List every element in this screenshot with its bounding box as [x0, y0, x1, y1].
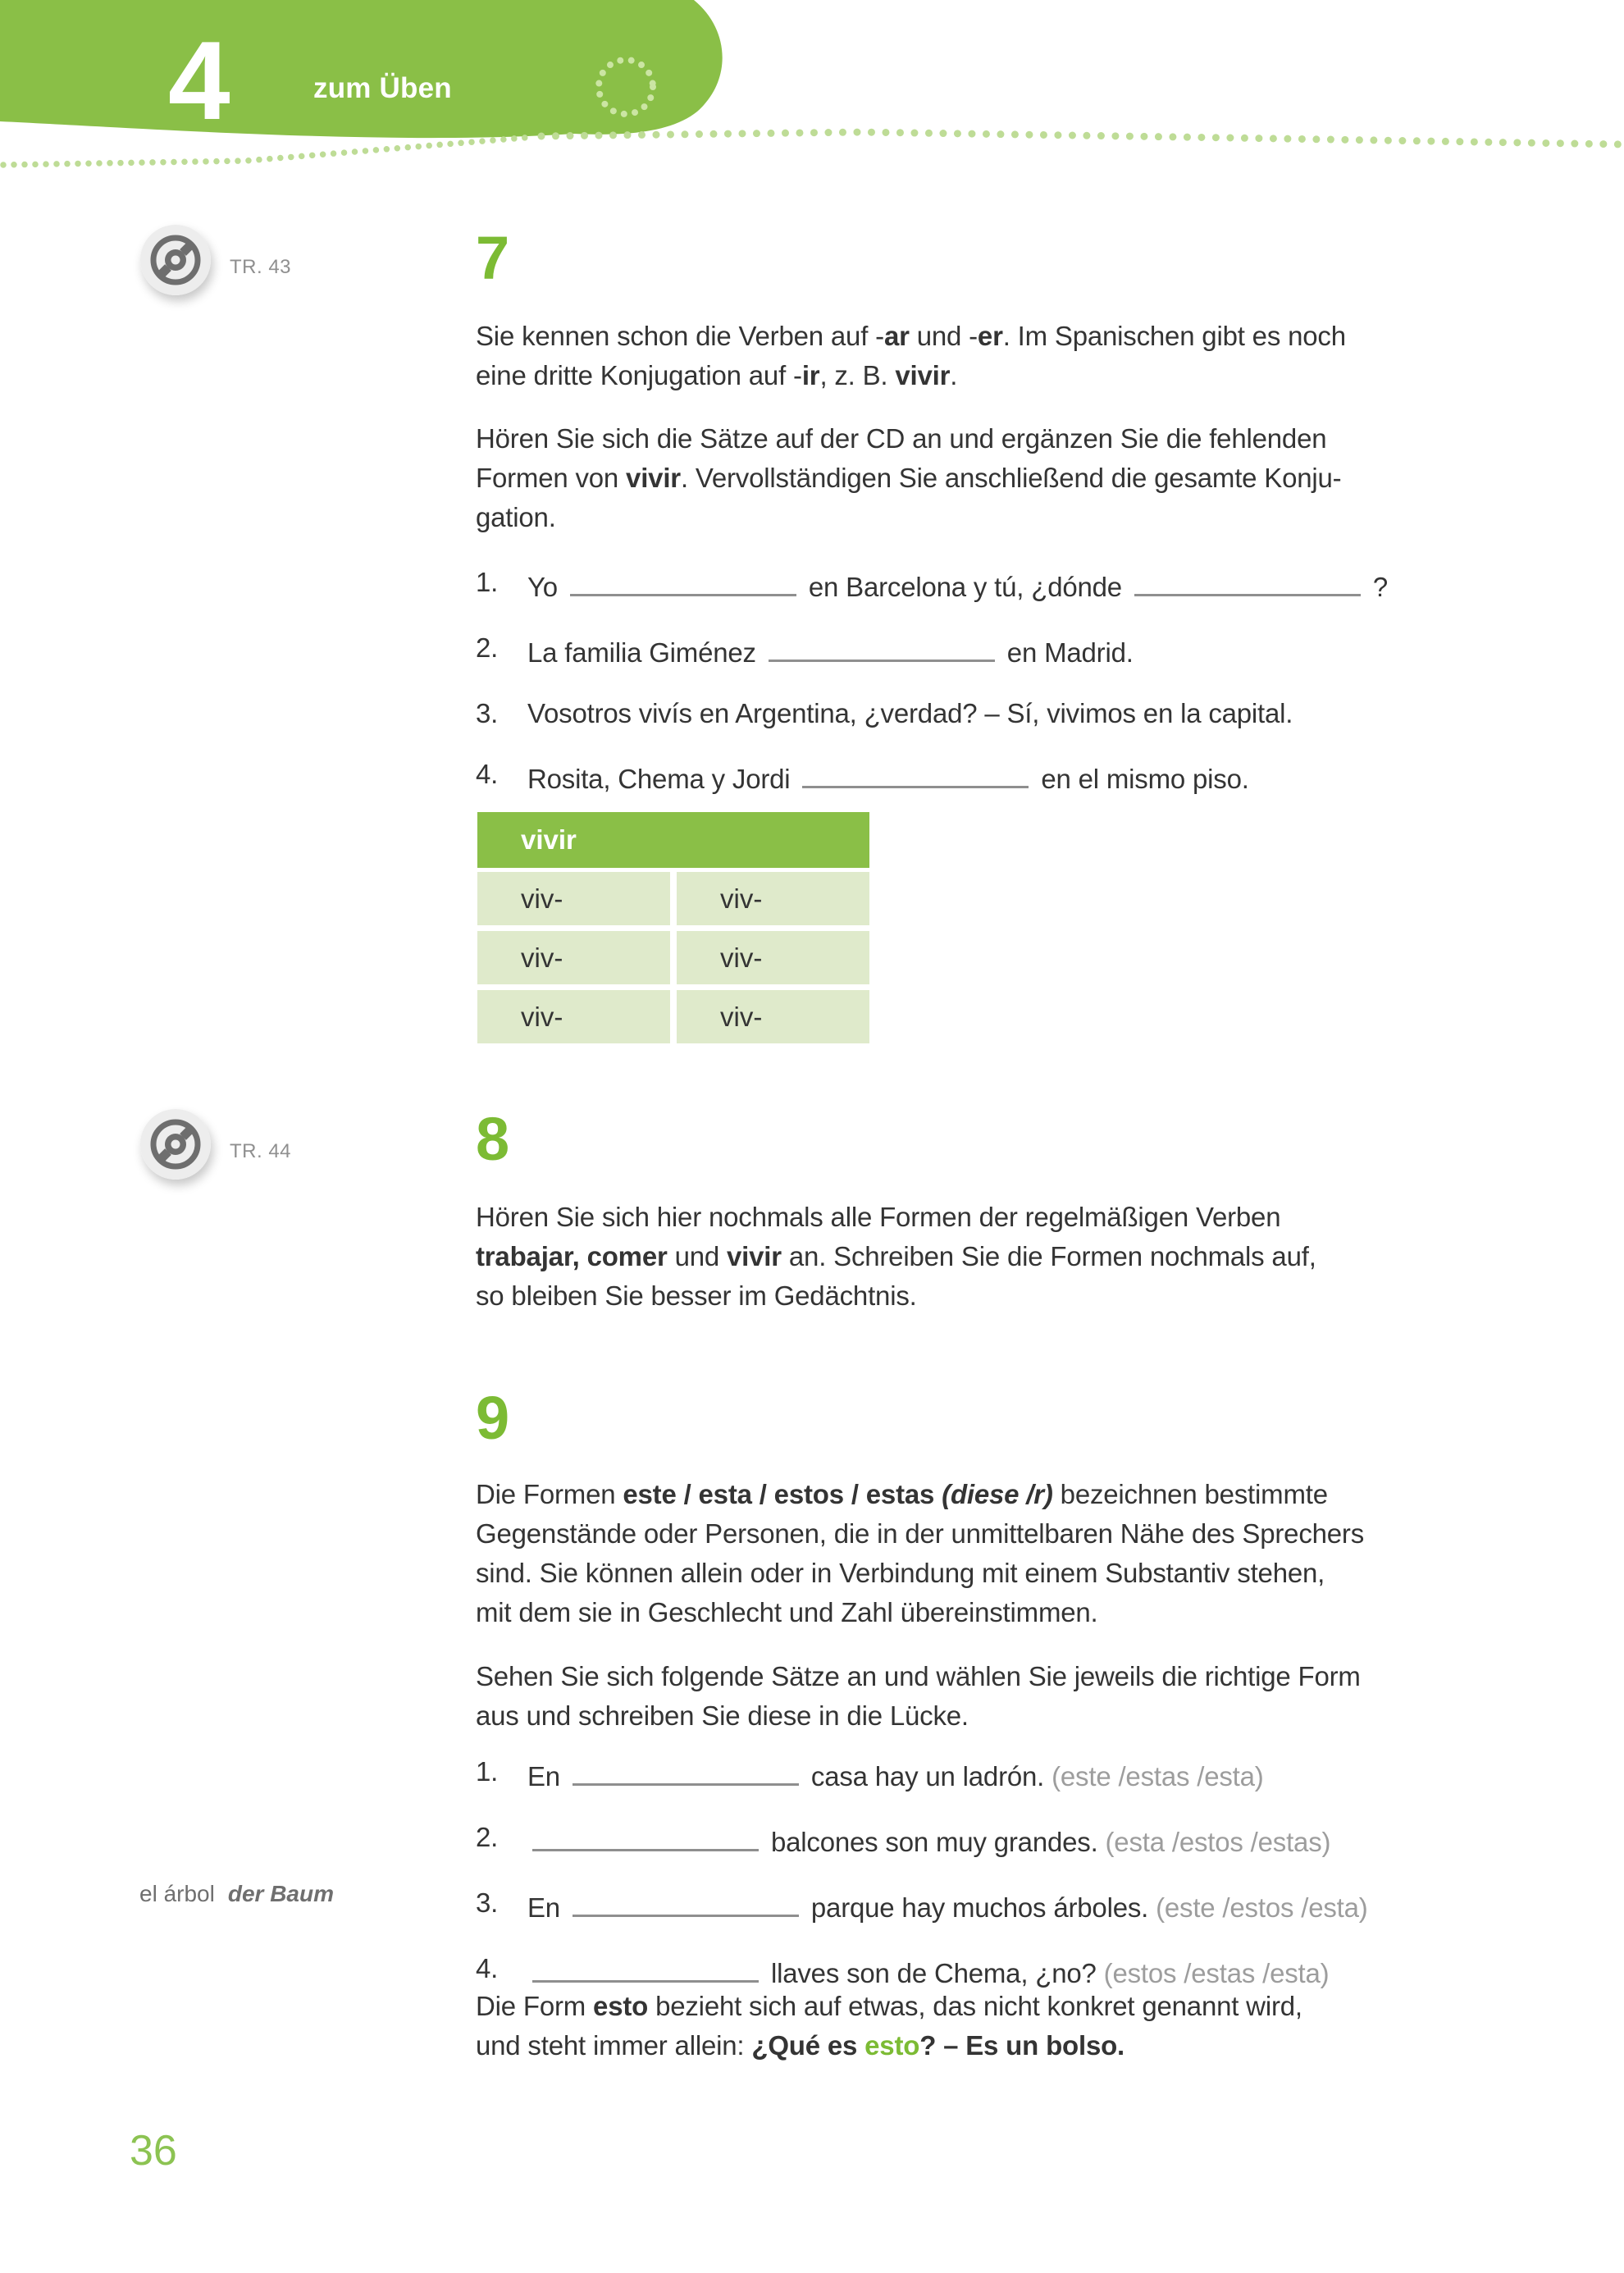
table-cell: viv- [477, 931, 670, 984]
item-number: 3. [476, 1887, 499, 1918]
item-text: Rosita, Chema y Jordi en el mismo piso. [527, 764, 1249, 794]
table-cell: viv- [677, 872, 869, 925]
item-text: Vosotros vivís en Argentina, ¿verdad? – Sí, vivimos en la capital. [527, 698, 1293, 728]
item-number: 4. [476, 759, 499, 789]
cd-icon [140, 1109, 211, 1180]
fill-blank [573, 1752, 799, 1786]
vivir-table [477, 812, 869, 1049]
table-row [477, 931, 869, 984]
item-text: La familia Giménez en Madrid. [527, 637, 1134, 668]
item-number: 1. [476, 567, 499, 597]
fill-blank [769, 628, 995, 662]
track-label: TR. 44 [230, 1140, 292, 1162]
item-text: Yo en Barcelona y tú, ¿dónde ? [527, 572, 1388, 602]
item-number: 2. [476, 1822, 499, 1852]
table-cell: viv- [677, 990, 869, 1043]
fill-blank [1134, 563, 1361, 596]
list-item [476, 628, 1542, 673]
list-item [476, 755, 1542, 799]
item-number: 3. [476, 698, 499, 728]
margin-note-german: der Baum [227, 1881, 334, 1906]
fill-blank [573, 1883, 799, 1917]
item-text: En parque hay muchos árboles. (este /estos /esta) [527, 1892, 1368, 1923]
exercise9-list [476, 1752, 1542, 1993]
fill-blank [532, 1818, 759, 1851]
item-number: 2. [476, 632, 499, 663]
item-text: En casa hay un ladrón. (este /estas /esta) [527, 1761, 1264, 1791]
fill-blank [570, 563, 796, 596]
item-text: balcones son muy grandes. (esta /estos /estas) [527, 1827, 1330, 1857]
margin-note [139, 1874, 334, 1914]
exercise7-list [476, 563, 1542, 799]
table-row [477, 872, 869, 925]
fill-blank [532, 1949, 759, 1983]
item-number: 1. [476, 1756, 499, 1787]
cd-icon [140, 225, 211, 295]
exercise-number-9: 9 [476, 1384, 510, 1452]
item-number: 4. [476, 1953, 499, 1983]
exercise9-outro: Die Form esto bezieht sich auf etwas, das nicht konkret genannt wird, und steht immer allein: ¿Qué es esto? – Es un bolso. [476, 1991, 1302, 2061]
page-number: 36 [130, 2127, 177, 2175]
list-item [476, 1752, 1542, 1796]
table-cell: viv- [677, 931, 869, 984]
table-cell: viv- [477, 872, 670, 925]
exercise8-intro: Hören Sie sich hier nochmals alle Formen der regelmäßigen Verben trabajar, comer und vivir an. Schreiben Sie die Formen nochmals auf, so bleiben Sie besser im Gedächtnis. [476, 1202, 1316, 1311]
item-text: llaves son de Chema, ¿no? (estos /estas /esta) [527, 1958, 1329, 1988]
list-item [476, 1883, 1542, 1928]
list-item [476, 694, 1542, 733]
table-cell: viv- [477, 990, 670, 1043]
list-item [476, 1818, 1542, 1862]
list-item [476, 563, 1542, 607]
fill-blank [802, 755, 1029, 788]
dotted-divider [0, 107, 1624, 189]
table-header: vivir [477, 812, 869, 868]
exercise9-intro-1: Die Formen este / esta / estos / estas (diese /r) bezeichnen bestimmte Gegenstände oder Personen, die in der unmittelbaren Nähe des Sprechers sind. Sie können allein oder in Verbindung mit einem Substantiv stehen, mit dem sie in Geschlecht und Zahl übereinstimmen. [476, 1479, 1365, 1627]
exercise7-intro-2: Hören Sie sich die Sätze auf der CD an und ergänzen Sie die fehlenden Formen von vivir. Vervollständigen Sie anschließend die gesamte Konju- gation. [476, 423, 1342, 532]
exercise7-intro-1: Sie kennen schon die Verben auf -ar und -er. Im Spanischen gibt es noch eine dritte Konjugation auf -ir, z. B. vivir. [476, 321, 1346, 390]
exercise-number-7: 7 [476, 224, 510, 292]
table-row [477, 990, 869, 1043]
exercise-number-8: 8 [476, 1105, 510, 1173]
unit-number: 4 [168, 18, 230, 143]
track-label: TR. 43 [230, 256, 292, 278]
header-title: zum Üben [313, 72, 452, 104]
margin-note-spanish: el árbol [139, 1881, 215, 1906]
exercise9-intro-2: Sehen Sie sich folgende Sätze an und wählen Sie jeweils die richtige Form aus und schreiben Sie diese in die Lücke. [476, 1661, 1361, 1731]
